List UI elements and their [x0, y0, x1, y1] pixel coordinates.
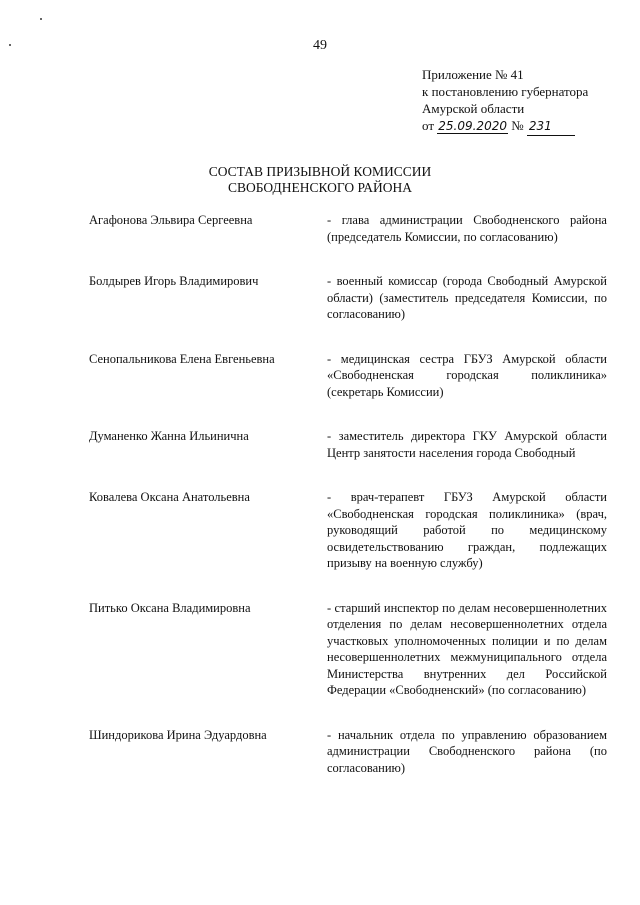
- member-row: [89, 273, 607, 323]
- member-role: - начальник отдела по управлению образованием администрации Свободненского района (по согласованию): [327, 727, 607, 775]
- member-name: Думаненко Жанна Ильинична: [89, 429, 249, 443]
- title-line-2: СВОБОДНЕНСКОГО РАЙОНА: [228, 180, 412, 195]
- member-row: [89, 428, 607, 461]
- member-name: Агафонова Эльвира Сергеевна: [89, 213, 253, 227]
- member-role: - медицинская сестра ГБУЗ Амурской области «Свободненская городская поликлиника» (секретарь Комиссии): [327, 351, 607, 399]
- appendix-decree: к постановлению губернатора: [422, 84, 589, 99]
- title-line-1: СОСТАВ ПРИЗЫВНОЙ КОМИССИИ: [208, 164, 432, 179]
- member-name: Ковалева Оксана Анатольевна: [89, 490, 250, 504]
- date-prefix: от: [422, 118, 435, 133]
- member-row: [89, 489, 607, 572]
- member-role: - заместитель директора ГКУ Амурской области Центр занятости населения города Свободный: [327, 429, 607, 460]
- decree-date: 25.09.2020: [438, 119, 507, 133]
- member-row: [89, 212, 607, 245]
- member-name: Сенопальникова Елена Евгеньевна: [89, 351, 275, 366]
- scan-speck: [40, 18, 42, 20]
- member-row: [89, 600, 607, 699]
- member-name: Болдырев Игорь Владимирович: [89, 274, 259, 288]
- member-role: - военный комиссар (города Свободный Амурской области) (заместитель председателя Комиссии, по согласованию): [327, 274, 607, 321]
- members-list: [89, 212, 607, 804]
- member-role: - глава администрации Свободненского района (председатель Комиссии, по согласованию): [327, 213, 607, 244]
- member-row: [89, 351, 607, 401]
- member-name: Питько Оксана Владимировна: [89, 600, 251, 615]
- member-name: Шиндорикова Ирина Эдуардовна: [89, 727, 267, 742]
- decree-number: 231: [527, 118, 575, 136]
- member-role: - старший инспектор по делам несовершеннолетних отделения по делам несовершеннолетних отдела участковых уполномоченных полиции и по делам несовершеннолетних межмуниципального отдела Министерства внутренних дел Российской Федерации «Свободненский» (по согласованию): [327, 600, 607, 697]
- appendix-region: Амурской области: [422, 101, 525, 116]
- appendix-title: Приложение № 41: [422, 67, 524, 82]
- number-prefix: №: [511, 118, 524, 133]
- appendix-block: [422, 66, 588, 136]
- appendix-date-line: [422, 117, 588, 136]
- document-title: [0, 164, 640, 196]
- page-number: 49: [313, 38, 327, 53]
- member-row: [89, 727, 607, 777]
- member-role: - врач-терапевт ГБУЗ Амурской области «Свободненская городская поликлиника» (врач, руководящий работой по медицинскому освидетельствованию граждан, подлежащих призыву на военную службу): [327, 490, 607, 570]
